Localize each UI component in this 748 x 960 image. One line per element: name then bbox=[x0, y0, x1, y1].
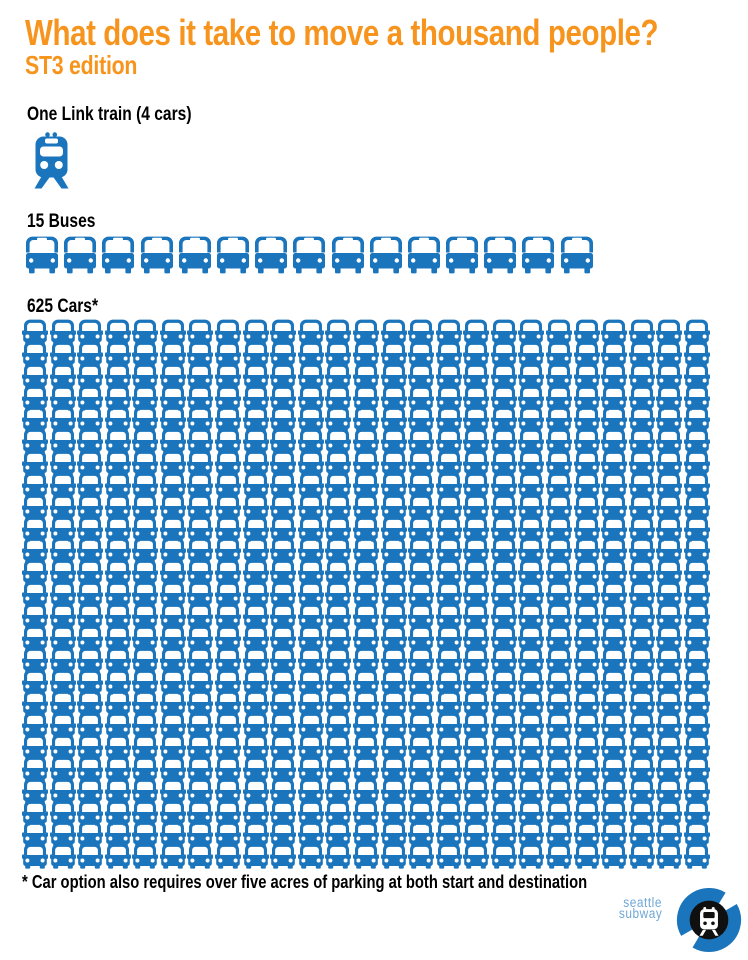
seattle-subway-logo-mark bbox=[676, 887, 742, 953]
bus-icon bbox=[369, 236, 403, 274]
car-icon-grid bbox=[22, 319, 710, 865]
car-grid-row bbox=[22, 778, 710, 800]
bus-icon bbox=[63, 236, 97, 274]
car-grid-row bbox=[22, 800, 710, 822]
train-section-label: One Link train (4 cars) bbox=[27, 104, 192, 125]
page-subtitle bbox=[25, 50, 162, 81]
car-grid-row bbox=[22, 712, 710, 734]
car-icon bbox=[22, 843, 48, 869]
bus-icon bbox=[178, 236, 212, 274]
car-grid-row bbox=[22, 494, 710, 516]
bus-icon bbox=[254, 236, 288, 274]
car-grid-row bbox=[22, 428, 710, 450]
car-grid-row bbox=[22, 843, 710, 865]
seattle-subway-logo bbox=[0, 885, 748, 960]
car-icon bbox=[50, 843, 76, 869]
car-grid-row bbox=[22, 385, 710, 407]
bus-icon bbox=[25, 236, 59, 274]
car-grid-row bbox=[22, 516, 710, 538]
car-icon bbox=[546, 843, 572, 869]
car-grid-row bbox=[22, 472, 710, 494]
bus-icon bbox=[331, 236, 365, 274]
bus-icon bbox=[407, 236, 441, 274]
link-train-icon bbox=[29, 132, 74, 189]
car-grid-row bbox=[22, 363, 710, 385]
subway-swirl-icon bbox=[676, 887, 742, 953]
bus-icon bbox=[560, 236, 594, 274]
car-grid-row bbox=[22, 690, 710, 712]
car-grid-row bbox=[22, 625, 710, 647]
car-grid-row bbox=[22, 450, 710, 472]
car-icon bbox=[436, 843, 462, 869]
car-icon bbox=[491, 843, 517, 869]
car-icon bbox=[187, 843, 213, 869]
car-icon bbox=[381, 843, 407, 869]
car-icon bbox=[601, 843, 627, 869]
logo-line2: subway bbox=[618, 906, 662, 921]
car-icon bbox=[684, 843, 710, 869]
footnote: * Car option also requires over five acres of parking at both start and destination bbox=[22, 872, 588, 892]
car-grid-row bbox=[22, 581, 710, 603]
page-title bbox=[25, 12, 748, 54]
bus-icon bbox=[292, 236, 326, 274]
car-grid-row bbox=[22, 647, 710, 669]
buses-section-label: 15 Buses bbox=[27, 211, 96, 232]
car-grid-row bbox=[22, 669, 710, 691]
car-grid-row bbox=[22, 537, 710, 559]
car-icon bbox=[353, 843, 379, 869]
car-grid-row bbox=[22, 406, 710, 428]
car-icon bbox=[160, 843, 186, 869]
car-icon bbox=[105, 843, 131, 869]
logo-line1: seattle bbox=[623, 895, 662, 910]
car-grid-row bbox=[22, 559, 710, 581]
bus-icon-row bbox=[25, 236, 594, 274]
train-icon-row bbox=[29, 132, 74, 189]
car-grid-row bbox=[22, 603, 710, 625]
car-grid-row bbox=[22, 341, 710, 363]
car-icon bbox=[629, 843, 655, 869]
car-grid-row bbox=[22, 319, 710, 341]
car-grid-row bbox=[22, 734, 710, 756]
car-icon bbox=[132, 843, 158, 869]
page-title-text: What does it take to move a thousand people? bbox=[25, 12, 659, 53]
logo-wordmark bbox=[613, 897, 662, 919]
bus-icon bbox=[216, 236, 250, 274]
car-icon bbox=[574, 843, 600, 869]
car-icon bbox=[408, 843, 434, 869]
bus-icon bbox=[101, 236, 135, 274]
bus-icon bbox=[445, 236, 479, 274]
car-icon bbox=[463, 843, 489, 869]
page-subtitle-text: ST3 edition bbox=[25, 50, 138, 80]
car-icon bbox=[215, 843, 241, 869]
bus-icon bbox=[521, 236, 555, 274]
cars-section-label: 625 Cars* bbox=[27, 296, 99, 317]
car-icon bbox=[243, 843, 269, 869]
car-grid-row bbox=[22, 821, 710, 843]
car-icon bbox=[77, 843, 103, 869]
car-icon bbox=[656, 843, 682, 869]
bus-icon bbox=[140, 236, 174, 274]
car-icon bbox=[270, 843, 296, 869]
car-icon bbox=[518, 843, 544, 869]
car-grid-row bbox=[22, 756, 710, 778]
car-icon bbox=[325, 843, 351, 869]
car-icon bbox=[298, 843, 324, 869]
bus-icon bbox=[483, 236, 517, 274]
